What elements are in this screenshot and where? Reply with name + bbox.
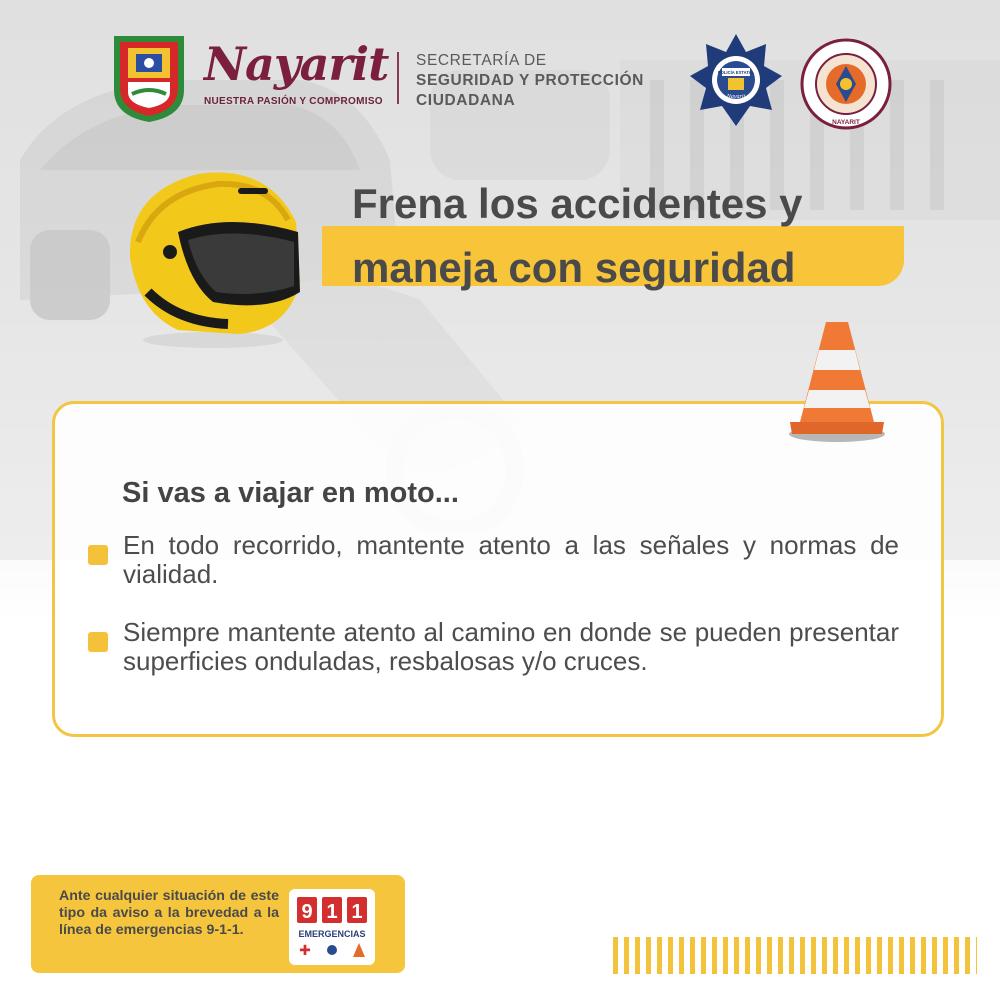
decorative-stripes — [613, 937, 977, 974]
motorcycle-helmet-icon — [118, 162, 308, 352]
digit-2: 1 — [326, 901, 338, 923]
coat-of-arms-icon — [106, 32, 192, 124]
police-badge-label: POLICÍA ESTATAL — [717, 70, 755, 75]
police-badge-icon — [688, 32, 784, 128]
bullet-icon — [88, 545, 108, 565]
civil-protection-state: NAYARIT — [832, 119, 860, 126]
secretaria-line-2: SEGURIDAD Y PROTECCIÓN — [416, 72, 644, 89]
emergency-911-logo — [289, 889, 375, 965]
police-badge-state: Nayarit — [726, 94, 746, 100]
headline-line-1: Frena los accidentes y — [352, 180, 803, 227]
alert-text: Ante cualquier situación de este tipo da aviso a la brevedad a la línea de emergencias 9-1-1. — [59, 888, 279, 938]
bullet-icon — [88, 632, 108, 652]
civil-protection-seal-icon — [800, 38, 892, 130]
headline-line-2: maneja con seguridad — [352, 244, 796, 291]
headline — [352, 178, 803, 294]
cross-icon: ✚ — [299, 943, 311, 959]
secretaria-line-1: SECRETARÍA DE — [416, 52, 547, 69]
list-item-text: Siempre mantente atento al camino en donde se pueden presentar superficies onduladas, resbalosas y/o cruces. — [123, 617, 899, 676]
traffic-cone-icon — [786, 318, 888, 442]
secretaria-title — [416, 51, 644, 111]
nayarit-brand-logo — [204, 34, 389, 107]
header-divider — [397, 52, 399, 104]
emergency-label: EMERGENCIAS — [298, 929, 366, 939]
digit-1: 9 — [301, 901, 313, 923]
brand-name: Nayarit — [204, 37, 389, 91]
digit-3: 1 — [351, 901, 363, 923]
brand-tagline: NUESTRA PASIÓN Y COMPROMISO — [204, 96, 383, 107]
card-title: Si vas a viajar en moto... — [122, 477, 459, 509]
list-item-text: En todo recorrido, mantente atento a las señales y normas de vialidad. — [123, 530, 899, 589]
secretaria-line-3: CIUDADANA — [416, 92, 516, 109]
